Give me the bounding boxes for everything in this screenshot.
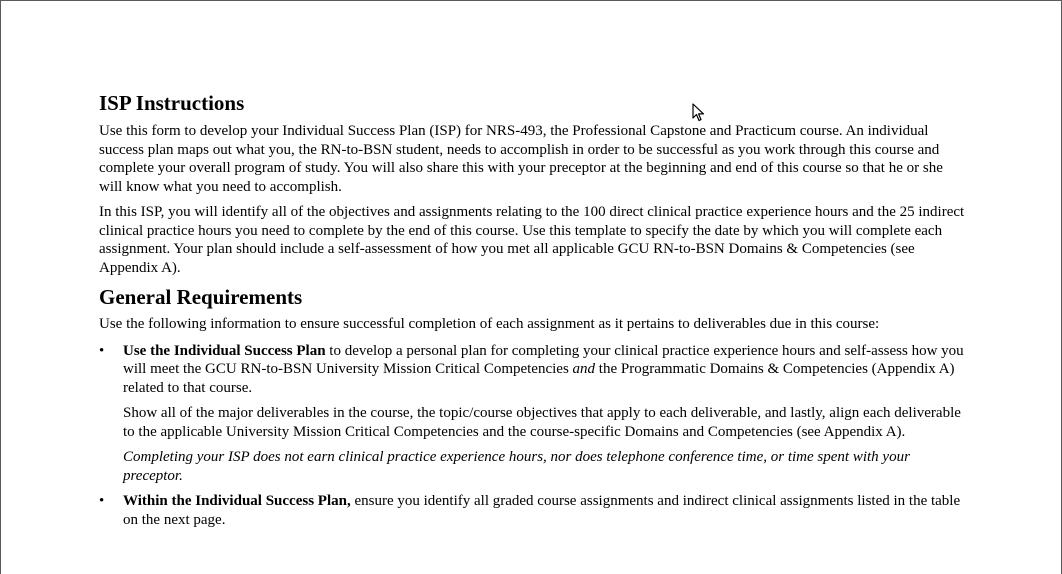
bullet-icon: • (99, 493, 105, 509)
bullet-1-main (123, 342, 969, 398)
isp-paragraph-1: Use this form to develop your Individual Success Plan (ISP) for NRS-493, the Professional Capstone and Practicum course. An individual success plan maps out what you, the RN-to-BSN student, needs to accomplish in order to be successful as you work through this course and complete your overall program of study. You will also share this with your preceptor at the beginning and end of this course so that he or she will know what you need to accomplish. (99, 123, 943, 195)
bullet-icon: • (99, 342, 105, 359)
bullet-1-text-a: to develop a personal plan for completing your clinical practice experience hours and self-assess how you will meet the GCU RN-to-BSN University Mission Critical Competencies (123, 342, 964, 377)
list-item (99, 492, 969, 529)
general-requirements-heading: General Requirements (99, 285, 303, 309)
bullet-1-italic: and (572, 361, 596, 377)
document-content (99, 90, 969, 529)
bullet-1-bold: Use the Individual Success Plan (123, 342, 326, 359)
bullet-2-main (123, 492, 969, 529)
isp-paragraph-2: In this ISP, you will identify all of the objectives and assignments relating to the 100 direct clinical practice experience hours and the 25 indirect clinical practice hours you need to complete by the end of this course. Use this template to specify the date by which you will complete each assignment. Your plan should include a self-assessment of how you met all applicable GCU RN-to-BSN Domains & Competencies (see Appendix A). (99, 204, 965, 276)
isp-instructions-heading: ISP Instructions (99, 91, 245, 115)
list-item (99, 342, 969, 486)
bullet-1-sub-2: Completing your ISP does not earn clinical practice experience hours, nor does telephone conference time, or time spent with your preceptor. (123, 449, 910, 484)
bullet-1-sub-1: Show all of the major deliverables in the course, the topic/course objectives that apply to each deliverable, and lastly, align each deliverable to the applicable University Mission Critical Competencies and the course-specific Domains and Competencies (see Appendix A). (123, 405, 961, 440)
bullet-2-text: ensure you identify all graded course assignments and indirect clinical assignments listed in the table on the next page. (123, 493, 961, 528)
requirements-list (99, 342, 969, 530)
general-requirements-intro: Use the following information to ensure successful completion of each assignment as it pertains to deliverables due in this course: (99, 316, 880, 332)
bullet-1-text-b: the Programmatic Domains & Competencies (Appendix A) related to that course. (123, 361, 955, 396)
bullet-2-bold: Within the Individual Success Plan, (123, 493, 351, 509)
mouse-pointer-icon (692, 103, 705, 122)
